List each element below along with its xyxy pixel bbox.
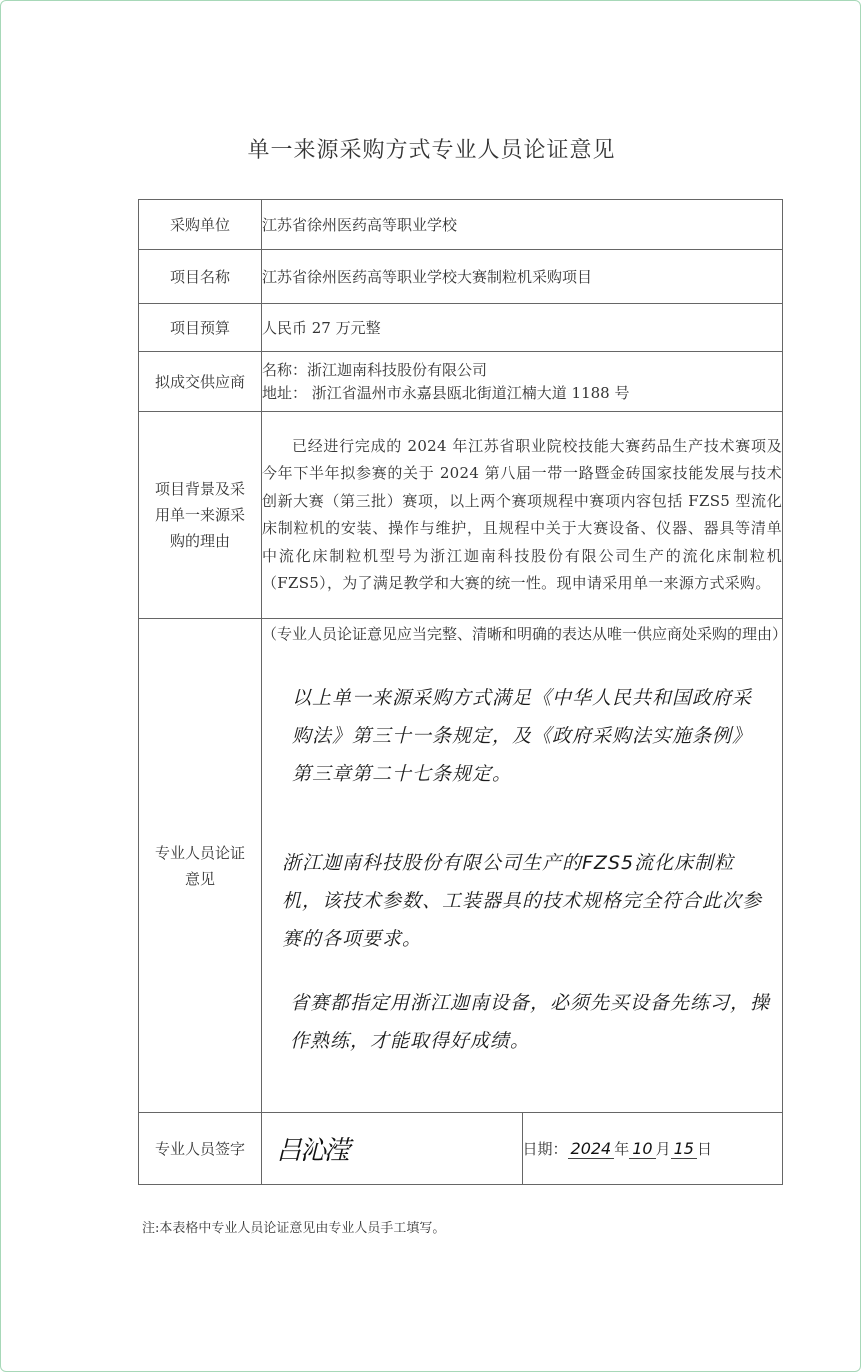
background-value [262, 412, 783, 619]
purchaser-value: 江苏省徐州医药高等职业学校 [262, 200, 783, 250]
date-day: 15 [671, 1139, 697, 1159]
supplier-label: 拟成交供应商 [139, 352, 262, 412]
row-opinion [139, 619, 783, 1113]
handwritten-paragraph-3: 省赛都指定用浙江迦南设备，必须先买设备先练习，操作熟练，才能取得好成绩。 [290, 992, 771, 1052]
background-text: 已经进行完成的 2024 年江苏省职业院校技能大赛药品生产技术赛项及今年下半年拟参赛的关于 2024 第八届一带一路暨金砖国家技能发展与技术创新大赛（第三批）赛项，以上两个赛项规程中赛项内容包括 FZS5 型流化床制粒机的安装、操作与维护，且规程中关于大赛设备、仪器、器具等清单中流化床制粒机型号为浙江迦南科技股份有限公司生产的流化床制粒机（FZS5），为了满足教学和大赛的统一性。现申请采用单一来源方式采购。 [262, 436, 782, 592]
handwritten-paragraph-1: 以上单一来源采购方式满足《中华人民共和国政府采购法》第三十一条规定，及《政府采购法实施条例》第三章第二十七条规定。 [292, 687, 753, 785]
date-month-unit: 月 [655, 1140, 671, 1158]
opinion-label: 专业人员论证意见 [139, 619, 262, 1113]
row-signature [139, 1113, 783, 1185]
handwritten-paragraph-2: 浙江迦南科技股份有限公司生产的FZS5流化床制粒机，该技术参数、工装器具的技术规格完全符合此次参赛的各项要求。 [282, 852, 763, 950]
signature-label: 专业人员签字 [139, 1113, 262, 1185]
opinion-value [262, 619, 788, 1113]
date-day-unit: 日 [696, 1140, 712, 1158]
project-name-value: 江苏省徐州医药高等职业学校大赛制粒机采购项目 [262, 250, 783, 304]
purchaser-label: 采购单位 [139, 200, 262, 250]
row-purchaser [139, 200, 783, 250]
signature-cell [262, 1113, 523, 1185]
budget-value: 人民币 27 万元整 [262, 304, 783, 352]
supplier-name-line: 名称：浙江迦南科技股份有限公司 [262, 360, 488, 379]
budget-label: 项目预算 [139, 304, 262, 352]
date-year: 2024 [568, 1139, 615, 1159]
handwritten-signature: 吕沁滢 [276, 1136, 349, 1166]
project-name-label: 项目名称 [139, 250, 262, 304]
row-background [139, 412, 783, 619]
row-budget [139, 304, 783, 352]
footnote: 注:本表格中专业人员论证意见由专业人员手工填写。 [142, 1221, 446, 1236]
form-table [138, 199, 788, 1185]
supplier-address-line: 地址： 浙江省温州市永嘉县瓯北街道江楠大道 1188 号 [262, 383, 630, 402]
row-supplier [139, 352, 783, 412]
date-label: 日期： [522, 1140, 568, 1158]
supplier-value [262, 352, 783, 412]
opinion-instruction: （专业人员论证意见应当完整、清晰和明确的表达从唯一供应商处采购的理由） [262, 625, 788, 643]
row-project-name [139, 250, 783, 304]
date-month: 10 [629, 1139, 655, 1159]
date-cell [522, 1113, 783, 1185]
date-year-unit: 年 [614, 1140, 630, 1158]
background-label: 项目背景及采用单一来源采购的理由 [139, 412, 262, 619]
document-title: 单一来源采购方式专业人员论证意见 [247, 138, 616, 163]
